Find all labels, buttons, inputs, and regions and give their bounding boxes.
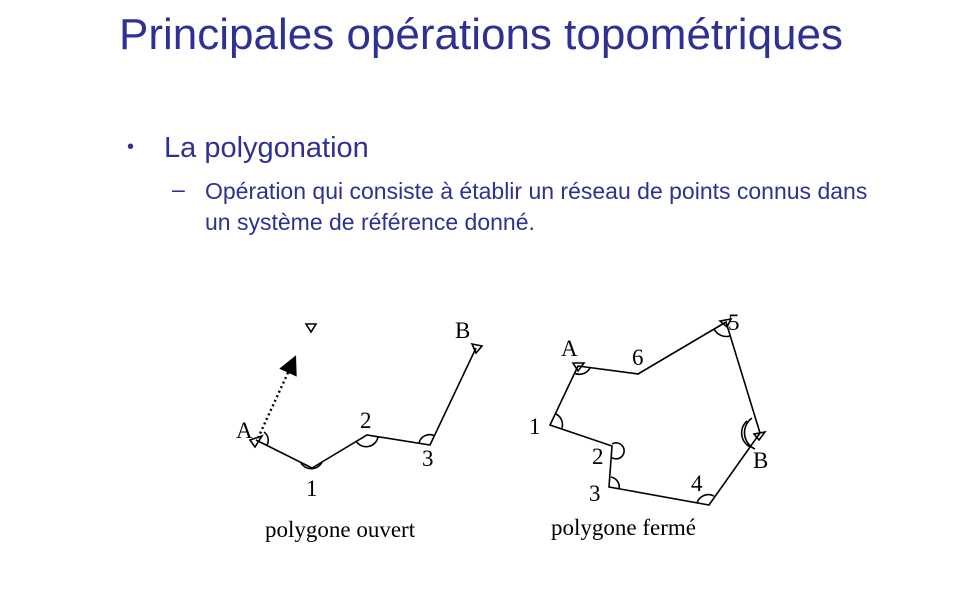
angle-arc-1	[556, 414, 562, 428]
angle-arc-a	[264, 432, 268, 445]
bullet-text: La polygonation	[164, 132, 369, 164]
closed-polygon	[550, 319, 765, 505]
open-label-1: 1	[306, 476, 318, 501]
closed-label-2: 2	[592, 444, 604, 469]
closed-label-3: 3	[589, 481, 601, 506]
open-polygon	[250, 324, 482, 469]
closed-label-5: 5	[728, 310, 740, 335]
reference-station-icon	[306, 324, 316, 332]
bullet-marker: •	[127, 136, 135, 158]
open-label-b: B	[455, 318, 471, 343]
open-label-3: 3	[422, 446, 434, 471]
angle-arc-2	[611, 443, 624, 459]
angle-arc-2	[356, 437, 378, 447]
closed-label-1: 1	[529, 414, 541, 439]
open-polygon-caption: polygone ouvert	[265, 517, 416, 542]
closed-label-b: B	[753, 448, 769, 473]
slide-title: Principales opérations topométriques	[119, 10, 843, 59]
closed-label-a: A	[561, 336, 578, 361]
sub-bullet-marker: –	[172, 176, 185, 202]
sub-bullet-text: Opération qui consiste à établir un réseau de points connus dans un système de référence donné.	[205, 178, 868, 235]
closed-label-6: 6	[632, 345, 644, 370]
closed-polygon-traverse	[550, 322, 760, 505]
closed-label-4: 4	[691, 471, 703, 496]
open-label-a: A	[236, 418, 253, 443]
closed-polygon-caption: polygone fermé	[551, 515, 696, 540]
open-label-2: 2	[360, 408, 372, 433]
open-polygon-labels	[236, 318, 470, 542]
orientation-arrow	[258, 364, 292, 438]
